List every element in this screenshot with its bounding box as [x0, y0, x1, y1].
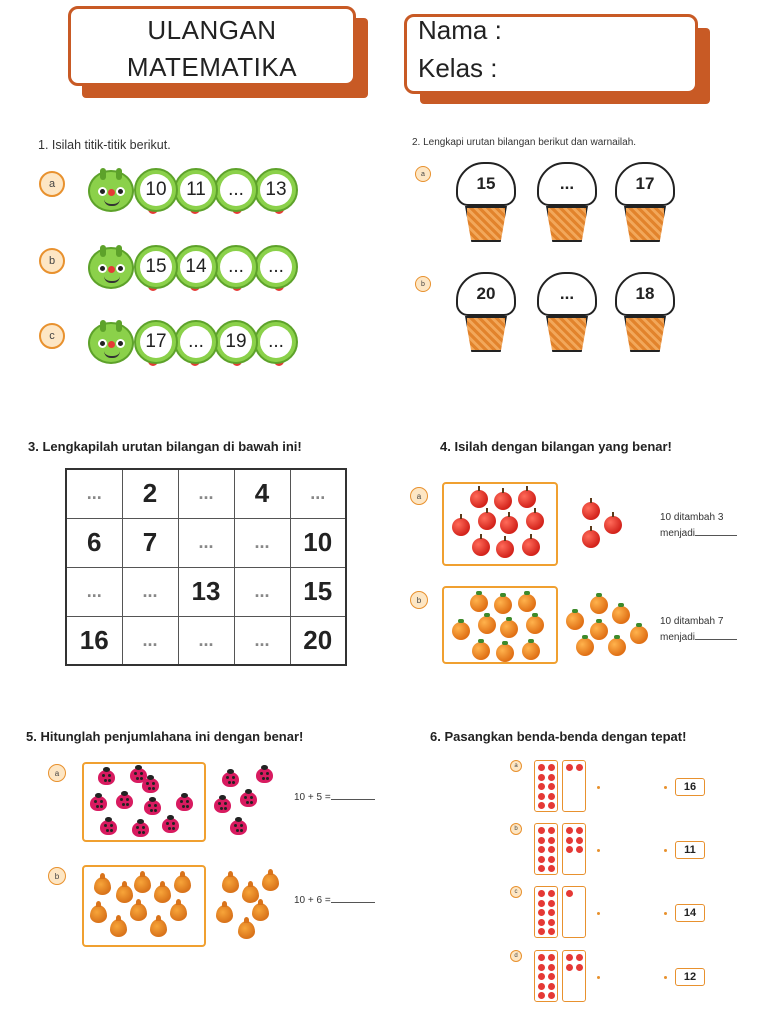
- ice-cream-number[interactable]: 15: [456, 162, 516, 206]
- q3-number-table: [65, 468, 347, 666]
- table-row: [66, 469, 346, 518]
- apple-icon: [518, 490, 536, 508]
- caterpillar-segment: [174, 245, 218, 289]
- caterpillar-number[interactable]: 11: [180, 174, 212, 206]
- orange-icon: [522, 642, 540, 660]
- drop-fruit-icon: [222, 875, 239, 893]
- caterpillar-segment: [254, 245, 298, 289]
- match-point[interactable]: [597, 786, 600, 789]
- table-cell: 15: [290, 567, 346, 616]
- q5-badge-b: b: [48, 867, 66, 885]
- counter-dot: [538, 856, 545, 863]
- caterpillar-number[interactable]: ...: [220, 251, 252, 283]
- q2-badge-a: a: [415, 166, 431, 182]
- counter-dot: [548, 764, 555, 771]
- counter-dot: [538, 793, 545, 800]
- counter-dot: [548, 919, 555, 926]
- q6-title: 6. Pasangkan benda-benda dengan tepat!: [430, 729, 687, 744]
- counter-dot: [548, 865, 555, 872]
- counter-dot: [538, 928, 545, 935]
- q4-question-b: [660, 614, 737, 646]
- counter-dot: [538, 783, 545, 790]
- answer-blank[interactable]: [331, 791, 375, 800]
- table-cell: 20: [290, 616, 346, 665]
- counter-dot: [576, 954, 583, 961]
- table-cell[interactable]: ...: [122, 567, 178, 616]
- counter-dot: [548, 793, 555, 800]
- ladybug-icon: [214, 798, 231, 813]
- caterpillar-eye: [98, 187, 107, 196]
- counter-dot: [538, 865, 545, 872]
- orange-icon: [494, 596, 512, 614]
- q4-line2: [660, 630, 737, 646]
- ladybug-icon: [132, 822, 149, 837]
- counter-dot: [566, 764, 573, 771]
- ladybug-icon: [176, 796, 193, 811]
- caterpillar-a: [88, 164, 288, 214]
- caterpillar-eye: [116, 339, 125, 348]
- caterpillar-head-icon: [88, 322, 134, 364]
- caterpillar-mouth: [104, 199, 120, 206]
- counter-dot: [548, 846, 555, 853]
- counter-dot: [538, 774, 545, 781]
- counter-dot: [566, 954, 573, 961]
- counter-dot: [548, 837, 555, 844]
- caterpillar-eye: [116, 187, 125, 196]
- q6-number-box[interactable]: 11: [675, 841, 705, 859]
- caterpillar-nose: [108, 341, 115, 348]
- caterpillar-number[interactable]: 17: [140, 326, 172, 358]
- counter-dot: [538, 973, 545, 980]
- counter-dot: [538, 964, 545, 971]
- counter-dot: [566, 827, 573, 834]
- counter-dot: [548, 954, 555, 961]
- class-label: Kelas :: [418, 53, 498, 83]
- ice-cream-number[interactable]: 20: [456, 272, 516, 316]
- counter-dot: [548, 900, 555, 907]
- ice-cream-number[interactable]: ...: [537, 272, 597, 316]
- q1-badge-c: c: [39, 323, 65, 349]
- table-cell[interactable]: ...: [178, 469, 234, 518]
- orange-icon: [576, 638, 594, 656]
- caterpillar-antenna: [100, 168, 106, 180]
- ice-cream-number[interactable]: ...: [537, 162, 597, 206]
- caterpillar-antenna: [116, 320, 122, 332]
- counter-dot: [538, 983, 545, 990]
- table-cell: 13: [178, 567, 234, 616]
- q4-badge-a: a: [410, 487, 428, 505]
- drop-fruit-icon: [174, 875, 191, 893]
- caterpillar-segment: [214, 245, 258, 289]
- caterpillar-eye: [98, 339, 107, 348]
- drop-fruit-icon: [154, 885, 171, 903]
- table-row: [66, 567, 346, 616]
- table-cell: 4: [234, 469, 290, 518]
- table-row: [66, 616, 346, 665]
- ten-frame: [562, 760, 586, 812]
- caterpillar-head-icon: [88, 247, 134, 289]
- ice-cream-icon: [615, 162, 675, 244]
- ten-frame: [534, 760, 558, 812]
- caterpillar-number[interactable]: 15: [140, 251, 172, 283]
- table-cell[interactable]: ...: [66, 567, 122, 616]
- orange-icon: [496, 644, 514, 662]
- caterpillar-segment: [174, 320, 218, 364]
- ladybug-icon: [240, 792, 257, 807]
- apple-icon: [500, 516, 518, 534]
- q1-badge-b: b: [39, 248, 65, 274]
- q4-title: 4. Isilah dengan bilangan yang benar!: [440, 439, 672, 454]
- counter-dot: [548, 827, 555, 834]
- apple-icon: [470, 490, 488, 508]
- q4-badge-b: b: [410, 591, 428, 609]
- counter-dot: [538, 764, 545, 771]
- drop-fruit-icon: [130, 903, 147, 921]
- orange-icon: [500, 620, 518, 638]
- orange-icon: [630, 626, 648, 644]
- counter-dot: [548, 909, 555, 916]
- counter-dot: [548, 774, 555, 781]
- caterpillar-antenna: [100, 320, 106, 332]
- title-line-2: MATEMATIKA: [126, 52, 298, 82]
- ladybug-icon: [100, 820, 117, 835]
- caterpillar-segment: [214, 168, 258, 212]
- counter-dot: [576, 846, 583, 853]
- ice-cream-icon: [456, 162, 516, 244]
- counter-dot: [538, 954, 545, 961]
- counter-dot: [548, 802, 555, 809]
- ladybug-icon: [98, 770, 115, 785]
- match-point[interactable]: [664, 976, 667, 979]
- q5-badge-a: a: [48, 764, 66, 782]
- ladybug-icon: [162, 818, 179, 833]
- answer-blank[interactable]: [331, 894, 375, 903]
- caterpillar-head-icon: [88, 170, 134, 212]
- ice-cream-icon: [537, 162, 597, 244]
- ice-cream-icon: [537, 272, 597, 354]
- caterpillar-segment: [134, 245, 178, 289]
- ten-frame: [562, 823, 586, 875]
- counter-dot: [538, 992, 545, 999]
- drop-fruit-icon: [216, 905, 233, 923]
- ladybug-icon: [222, 772, 239, 787]
- caterpillar-segment: [254, 168, 298, 212]
- q4-line1: 10 ditambah 7: [660, 616, 724, 627]
- counter-dot: [538, 900, 545, 907]
- caterpillar-mouth: [104, 351, 120, 358]
- q6-number-box[interactable]: 14: [675, 904, 705, 922]
- q4-question-a: [660, 510, 737, 542]
- q4-line2-text: menjadi: [660, 632, 696, 643]
- ice-cream-icon: [456, 272, 516, 354]
- table-cell[interactable]: ...: [66, 469, 122, 518]
- match-point[interactable]: [664, 849, 667, 852]
- counter-dot: [548, 973, 555, 980]
- table-cell: 16: [66, 616, 122, 665]
- q4-line2: [660, 526, 737, 542]
- q6-badge-d: d: [510, 950, 522, 962]
- drop-fruit-icon: [242, 885, 259, 903]
- caterpillar-segment: [214, 320, 258, 364]
- caterpillar-segment: [134, 320, 178, 364]
- caterpillar-segment: [174, 168, 218, 212]
- caterpillar-number[interactable]: 10: [140, 174, 172, 206]
- ice-cream-number[interactable]: 18: [615, 272, 675, 316]
- ladybug-icon: [142, 778, 159, 793]
- q5-question-a: [294, 790, 375, 806]
- ten-frame: [562, 886, 586, 938]
- drop-fruit-icon: [90, 905, 107, 923]
- orange-icon: [452, 622, 470, 640]
- answer-blank[interactable]: [695, 527, 737, 536]
- caterpillar-mouth: [104, 276, 120, 283]
- drop-fruit-icon: [94, 877, 111, 895]
- drop-fruit-icon: [134, 875, 151, 893]
- table-cell[interactable]: ...: [234, 616, 290, 665]
- counter-dot: [538, 919, 545, 926]
- match-point[interactable]: [664, 912, 667, 915]
- orange-icon: [470, 594, 488, 612]
- q2-title: 2. Lengkapi urutan bilangan berikut dan warnailah.: [412, 137, 637, 148]
- ladybug-icon: [144, 800, 161, 815]
- apple-icon: [582, 502, 600, 520]
- q6-badge-a: a: [510, 760, 522, 772]
- match-point[interactable]: [597, 976, 600, 979]
- counter-dot: [538, 827, 545, 834]
- ladybug-icon: [230, 820, 247, 835]
- table-cell[interactable]: ...: [122, 616, 178, 665]
- caterpillar-number[interactable]: ...: [260, 251, 292, 283]
- ladybug-icon: [256, 768, 273, 783]
- drop-fruit-icon: [262, 873, 279, 891]
- apple-icon: [478, 512, 496, 530]
- apple-icon: [522, 538, 540, 556]
- ice-cream-cone: [624, 206, 666, 242]
- q5-equation: 10 + 6 =: [294, 895, 331, 906]
- drop-fruit-icon: [116, 885, 133, 903]
- drop-fruit-icon: [252, 903, 269, 921]
- drop-fruit-icon: [170, 903, 187, 921]
- caterpillar-eye: [98, 264, 107, 273]
- answer-blank[interactable]: [695, 631, 737, 640]
- ice-cream-icon: [615, 272, 675, 354]
- counter-dot: [548, 928, 555, 935]
- table-cell[interactable]: ...: [234, 567, 290, 616]
- counter-dot: [548, 964, 555, 971]
- counter-dot: [566, 964, 573, 971]
- table-row: [66, 518, 346, 567]
- q1-title: 1. Isilah titik-titik berikut.: [38, 138, 171, 152]
- orange-icon: [478, 616, 496, 634]
- title-line-1: ULANGAN: [147, 15, 277, 45]
- orange-icon: [590, 622, 608, 640]
- q3-title: 3. Lengkapilah urutan bilangan di bawah ini!: [28, 439, 302, 454]
- caterpillar-number[interactable]: ...: [260, 326, 292, 358]
- orange-icon: [526, 616, 544, 634]
- ice-cream-cone: [465, 316, 507, 352]
- counter-dot: [576, 964, 583, 971]
- ladybug-icon: [116, 794, 133, 809]
- q2-badge-b: b: [415, 276, 431, 292]
- q4-line2-text: menjadi: [660, 528, 696, 539]
- apple-icon: [472, 538, 490, 556]
- table-cell: 7: [122, 518, 178, 567]
- drop-fruit-icon: [150, 919, 167, 937]
- name-label: Nama :: [418, 15, 502, 45]
- table-cell: 2: [122, 469, 178, 518]
- counter-dot: [576, 764, 583, 771]
- caterpillar-antenna: [100, 245, 106, 257]
- q4-line1: 10 ditambah 3: [660, 512, 724, 523]
- counter-dot: [566, 837, 573, 844]
- table-cell[interactable]: ...: [234, 518, 290, 567]
- q6-number-box[interactable]: 12: [675, 968, 705, 986]
- q6-badge-c: c: [510, 886, 522, 898]
- counter-dot: [548, 856, 555, 863]
- ten-frame: [534, 886, 558, 938]
- counter-dot: [538, 890, 545, 897]
- match-point[interactable]: [597, 849, 600, 852]
- caterpillar-segment: [254, 320, 298, 364]
- counter-dot: [538, 802, 545, 809]
- q5-title: 5. Hitunglah penjumlahana ini dengan benar!: [26, 729, 304, 744]
- caterpillar-nose: [108, 266, 115, 273]
- q5-equation: 10 + 5 =: [294, 792, 331, 803]
- counter-dot: [566, 846, 573, 853]
- ten-frame: [562, 950, 586, 1002]
- match-point[interactable]: [597, 912, 600, 915]
- counter-dot: [576, 837, 583, 844]
- caterpillar-number[interactable]: ...: [220, 174, 252, 206]
- apple-icon: [582, 530, 600, 548]
- table-cell: 10: [290, 518, 346, 567]
- q5-question-b: [294, 893, 375, 909]
- table-cell[interactable]: ...: [178, 518, 234, 567]
- orange-icon: [608, 638, 626, 656]
- ten-frame: [534, 950, 558, 1002]
- orange-icon: [566, 612, 584, 630]
- caterpillar-number[interactable]: ...: [180, 326, 212, 358]
- caterpillar-antenna: [116, 168, 122, 180]
- table-cell[interactable]: ...: [290, 469, 346, 518]
- orange-icon: [472, 642, 490, 660]
- apple-icon: [452, 518, 470, 536]
- caterpillar-antenna: [116, 245, 122, 257]
- apple-icon: [494, 492, 512, 510]
- orange-icon: [612, 606, 630, 624]
- counter-dot: [538, 846, 545, 853]
- counter-dot: [538, 909, 545, 916]
- match-point[interactable]: [664, 786, 667, 789]
- table-cell: 6: [66, 518, 122, 567]
- q6-badge-b: b: [510, 823, 522, 835]
- ice-cream-cone: [624, 316, 666, 352]
- drop-fruit-icon: [238, 921, 255, 939]
- q6-number-box[interactable]: 16: [675, 778, 705, 796]
- counter-dot: [576, 827, 583, 834]
- drop-fruit-icon: [110, 919, 127, 937]
- caterpillar-number[interactable]: 19: [220, 326, 252, 358]
- caterpillar-nose: [108, 189, 115, 196]
- counter-dot: [548, 992, 555, 999]
- caterpillar-segment: [134, 168, 178, 212]
- caterpillar-number[interactable]: 13: [260, 174, 292, 206]
- ice-cream-cone: [465, 206, 507, 242]
- ice-cream-number[interactable]: 17: [615, 162, 675, 206]
- apple-icon: [526, 512, 544, 530]
- caterpillar-c: [88, 316, 288, 366]
- caterpillar-eye: [116, 264, 125, 273]
- q1-badge-a: a: [39, 171, 65, 197]
- counter-dot: [566, 890, 573, 897]
- counter-dot: [548, 983, 555, 990]
- orange-icon: [518, 594, 536, 612]
- counter-dot: [538, 837, 545, 844]
- apple-icon: [496, 540, 514, 558]
- caterpillar-b: [88, 241, 288, 291]
- orange-icon: [590, 596, 608, 614]
- ladybug-icon: [90, 796, 107, 811]
- counter-dot: [548, 783, 555, 790]
- caterpillar-number[interactable]: 14: [180, 251, 212, 283]
- ice-cream-cone: [546, 206, 588, 242]
- ice-cream-cone: [546, 316, 588, 352]
- table-cell[interactable]: ...: [178, 616, 234, 665]
- counter-dot: [548, 890, 555, 897]
- ten-frame: [534, 823, 558, 875]
- apple-icon: [604, 516, 622, 534]
